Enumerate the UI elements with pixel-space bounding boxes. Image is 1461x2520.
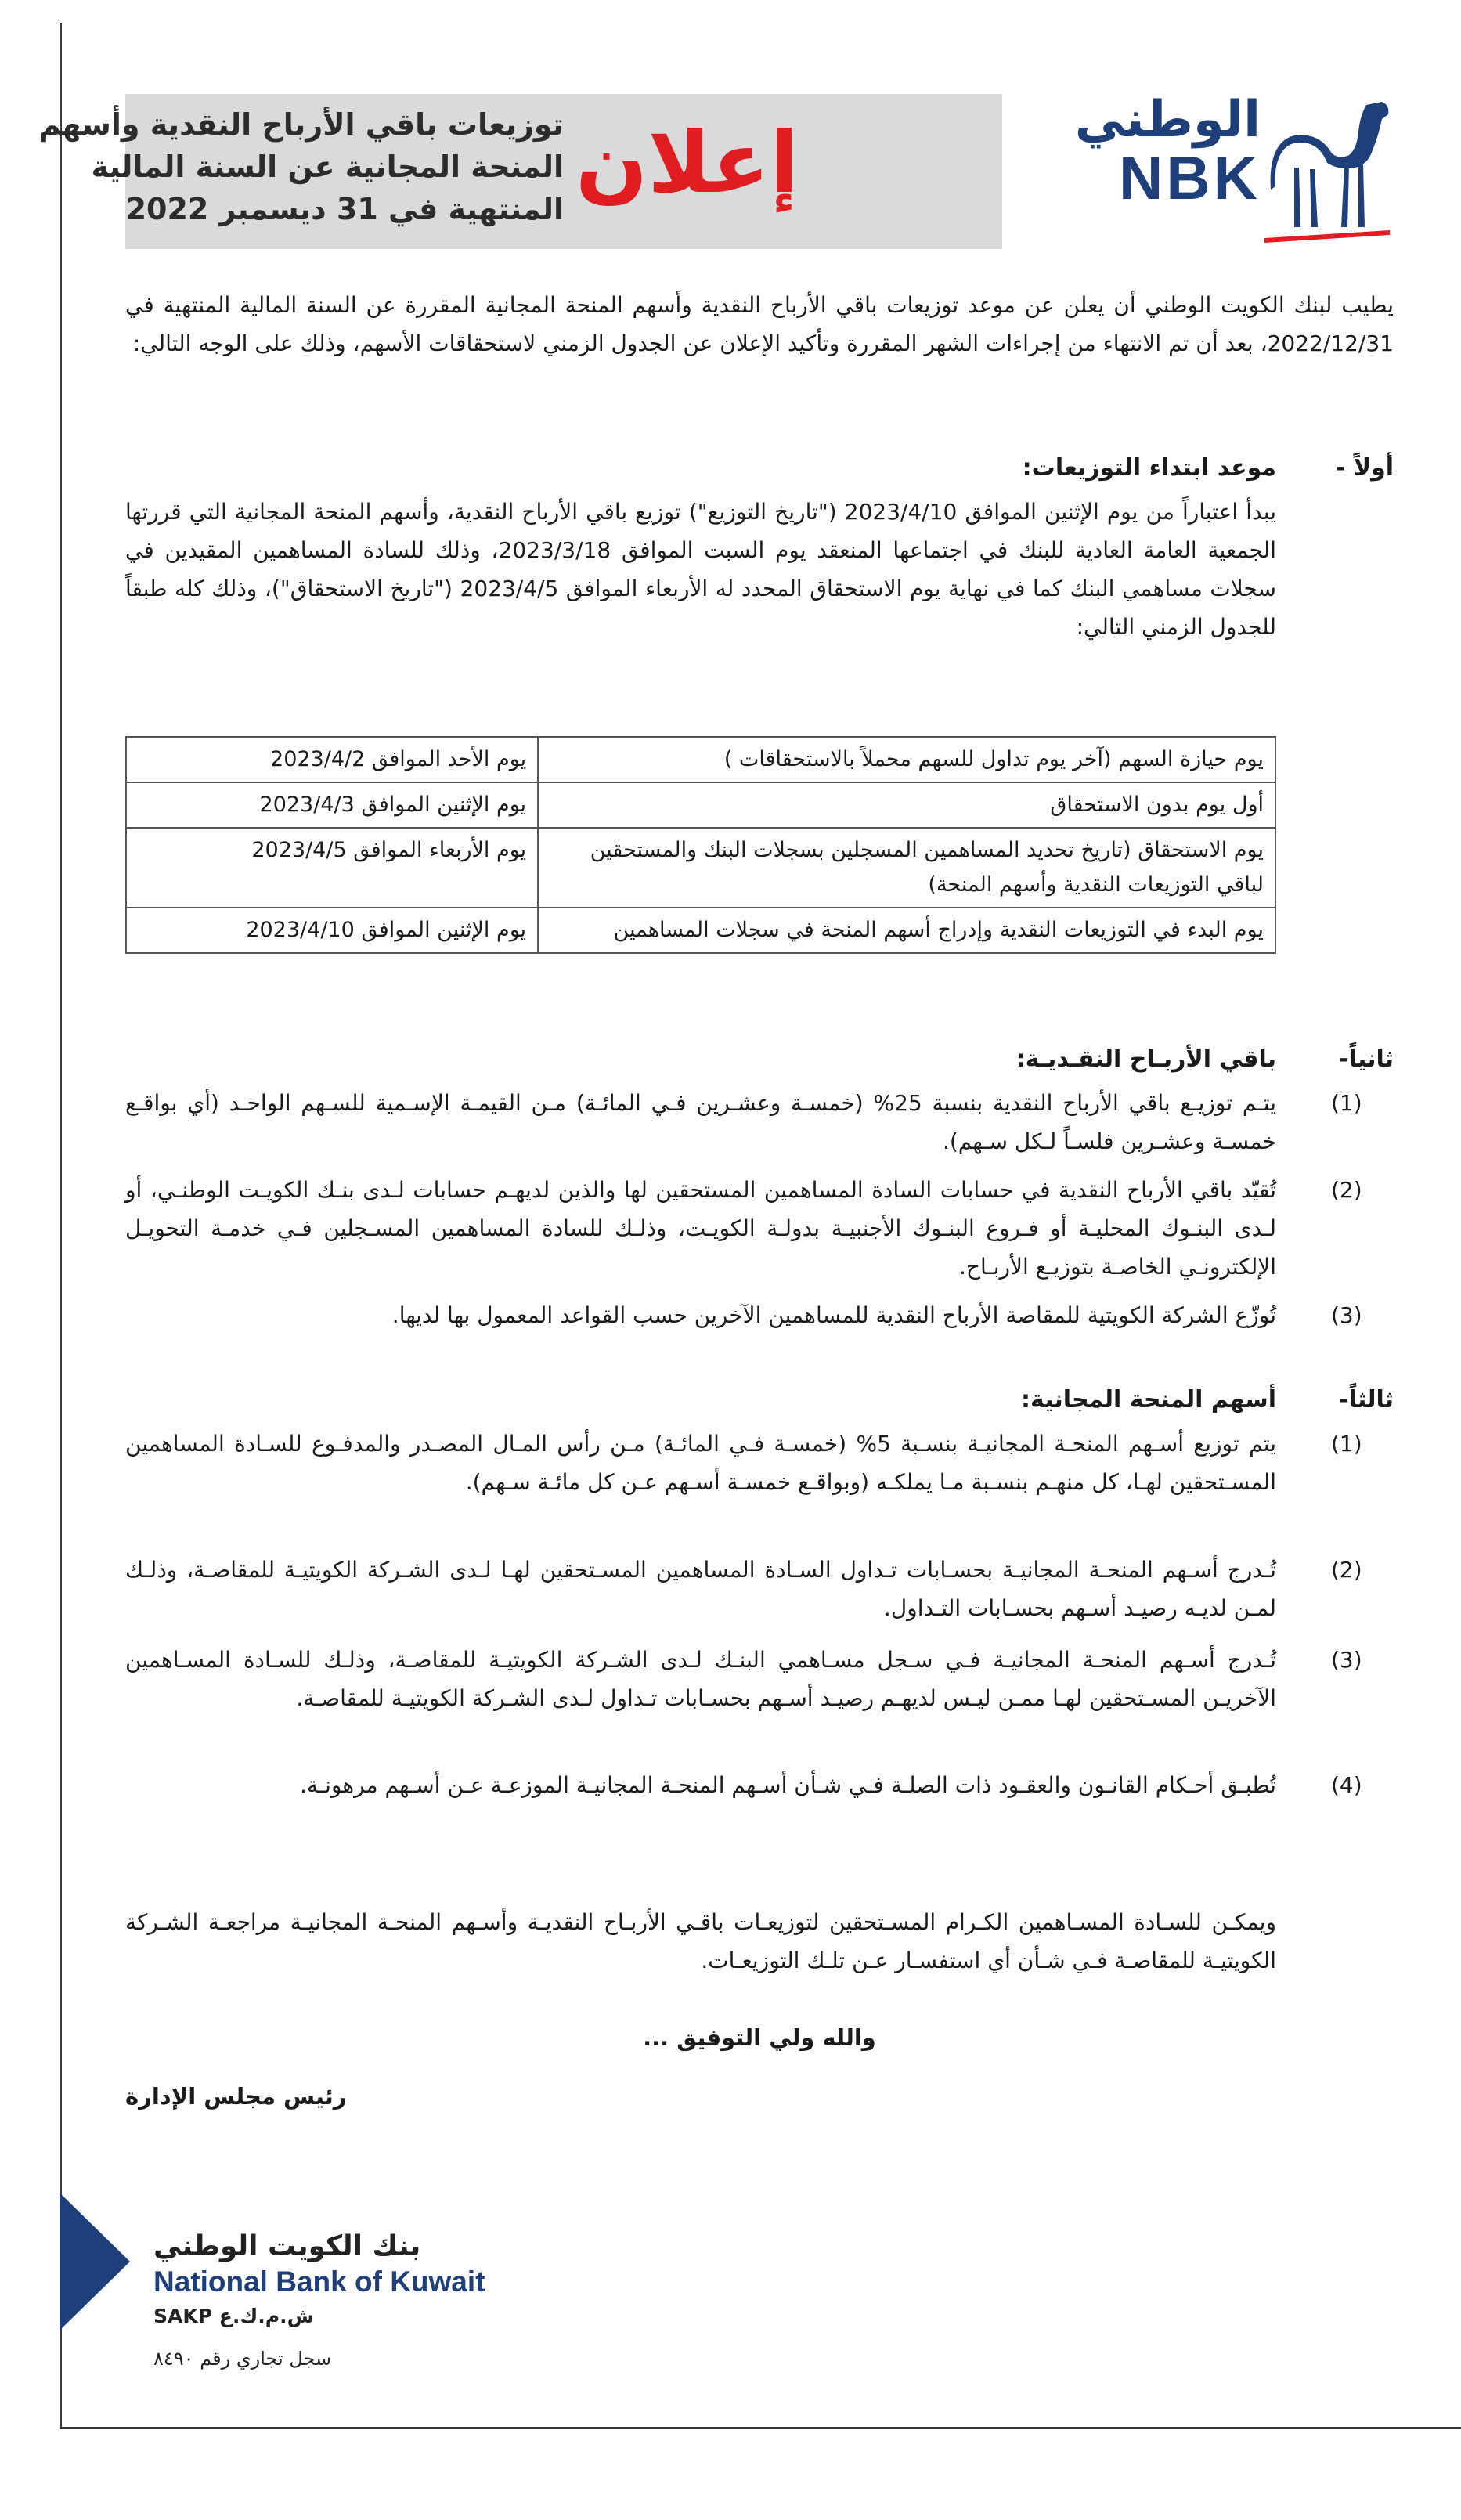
schedule-date: يوم الأربعاء الموافق 2023/4/5 xyxy=(126,828,538,908)
item-text: تُقيّد باقي الأرباح النقدية في حسابات السادة المساهمين المستحقين لها والذين لديهـم حسابات لـدى بنـك الكويـت الوطنـي، أو لـدى البنـوك المحليـة أو فـروع البنـوك الأجنبيـة بدولـة الكويـت، وذلـك للسادة المساهمين المسـجلين فـي خدمـة التحويـل الإلكترونـي الخاصـة بتوزيـع الأربـاح. xyxy=(125,1177,1276,1280)
schedule-date: يوم الأحد الموافق 2023/4/2 xyxy=(126,737,538,782)
item-text: يتـم توزيـع باقي الأرباح النقدية بنسبة 25% (خمسـة وعشـرين فـي المائـة) مـن القيمـة الإسـمية للسـهم الواحـد (أي بواقـع خمسـة وعشـرين فلسـاً لـكل سـهم). xyxy=(125,1090,1277,1154)
table-row xyxy=(126,782,1275,828)
schedule-event: يوم حيازة السهم (آخر يوم تداول للسهم محملاً بالاستحقاقات ) xyxy=(538,737,1275,782)
company-type: SAKP ش.م.ك.ع xyxy=(153,2305,315,2327)
schedule-date: يوم الإثنين الموافق 2023/4/3 xyxy=(126,782,538,828)
footer-bank-identity xyxy=(153,2230,592,2370)
item-number: (2) xyxy=(1331,1557,1362,1583)
table-row xyxy=(126,828,1275,908)
schedule-event: يوم البدء في التوزيعات النقدية وإدراج أسهم المنحة في سجلات المساهمين xyxy=(538,908,1275,953)
schedule-event: أول يوم بدون الاستحقاق xyxy=(538,782,1275,828)
item-text: تُـدرج أسـهم المنحـة المجانيـة بحسـابات تـداول السـادة المساهمين المسـتحقين لهـا لـدى الشـركة الكويتيـة للمقاصـة، وذلـك لمـن لديـه رصيـد أسـهم بحسـابات التـداول. xyxy=(125,1557,1276,1621)
announcement-title xyxy=(38,103,564,230)
bank-name-arabic: بنك الكويت الوطني xyxy=(153,2230,421,2262)
schedule-event: يوم الاستحقاق (تاريخ تحديد المساهمين المسجلين بسجلات البنك والمستحقين لباقي التوزيعات النقدية وأسهم المنحة) xyxy=(538,828,1275,908)
section-heading: موعد ابتداء التوزيعات: xyxy=(1022,454,1276,482)
brand-english: NBK xyxy=(1119,143,1261,212)
schedule-date: يوم الإثنين الموافق 2023/4/10 xyxy=(126,908,538,953)
header xyxy=(38,86,1394,251)
section-body: يبدأ اعتباراً من يوم الإثنين الموافق 2023/4/10 ("تاريخ التوزيع") توزيع باقي الأرباح النقدية، وأسهم المنحة المجانية التي قررتها الجمعية العامة العادية للبنك في اجتماعها المنعقد يوم السبت الموافق 2023/3/18، وذلك للسادة المساهمين المقيدين في سجلات مساهمي البنك كما في نهاية يوم الاستحقاق المحدد له الأربعاء الموافق 2023/4/5 ("تاريخ الاستحقاق")، وذلك كله طبقاً للجدول الزمني التالي: xyxy=(125,499,1276,640)
closing-salutation: والله ولي التوفيق ... xyxy=(643,2024,876,2051)
item-number: (1) xyxy=(1331,1090,1362,1116)
item-text: تُطبـق أحـكام القانـون والعقـود ذات الصلـة فـي شـأن أسـهم المنحـة المجانيـة الموزعـة عـن أسـهم مرهونـة. xyxy=(299,1772,1276,1798)
table-row xyxy=(126,908,1275,953)
table-row xyxy=(126,737,1275,782)
nbk-logo xyxy=(1065,86,1394,251)
item-text: يتم توزيع أسـهم المنحـة المجانيـة بنسـبة 5% (خمسـة فـي المائـة) مـن رأس المـال المصـدر والمدفـوع للسـادة المساهمين المسـتحقين لهـا، كل منهـم بنسـبة مـا يملكـه (وبواقـع خمسـة أسـهم عـن كل مائـة سـهم). xyxy=(125,1431,1276,1495)
item-number: (1) xyxy=(1331,1431,1362,1457)
item-number: (3) xyxy=(1331,1302,1362,1328)
section-label: أولاً - xyxy=(1335,454,1394,482)
camel-icon xyxy=(1264,86,1394,243)
brand-arabic: الوطني xyxy=(1074,91,1261,149)
item-number: (3) xyxy=(1331,1647,1362,1673)
announcement-word: إعلان xyxy=(575,114,799,212)
closing-paragraph: ويمكـن للسـادة المسـاهمين الكـرام المسـتحقين لتوزيعـات باقـي الأربـاح النقديـة وأسـهم المنحـة المجانيـة مراجعـة الشـركة الكويتيـة للمقاصـة فـي شـأن أي استفسـار عـن تلـك التوزيعـات. xyxy=(125,1909,1276,1973)
item-text: تُوزّع الشركة الكويتية للمقاصة الأرباح النقدية للمساهمين الآخرين حسب القواعد المعمول بها لديها. xyxy=(391,1302,1276,1328)
chairman-signature: رئيس مجلس الإدارة xyxy=(125,2083,347,2110)
schedule-table xyxy=(125,736,1276,954)
title-line: المنحة المجانية عن السنة المالية xyxy=(91,150,564,184)
commercial-registration: سجل تجاري رقم ٨٤٩٠ xyxy=(153,2348,332,2370)
section-label: ثانياً- xyxy=(1339,1045,1394,1073)
title-line: توزيعات باقي الأرباح النقدية وأسهم xyxy=(38,107,564,142)
intro-paragraph: يطيب لبنك الكويت الوطني أن يعلن عن موعد توزيعات باقي الأرباح النقدية وأسهم المنحة المجانية المقررة عن السنة المالية المنتهية في 2022/12/31، بعد أن تم الانتهاء من إجراءات الشهر المقررة وتأكيد الإعلان عن الجدول الزمني لاستحقاقات الأسهم، وذلك على الوجه التالي: xyxy=(125,292,1394,356)
footer-accent-shape xyxy=(60,2193,138,2349)
item-text: تُـدرج أسـهم المنحـة المجانيـة فـي سـجل مسـاهمي البنـك لـدى الشـركة الكويتيـة للمقاصـة، وذلـك للسـادة المسـاهمين الآخريـن المسـتحقين لهـا ممـن ليـس لديهـم رصيـد أسـهم بحسـابات تـداول لـدى الشـركة الكويتيـة للمقاصـة. xyxy=(125,1647,1276,1711)
section-label: ثالثاً- xyxy=(1339,1386,1394,1413)
title-line: المنتهية في 31 ديسمبر 2022 xyxy=(125,192,564,226)
bank-name-english: National Bank of Kuwait xyxy=(153,2265,485,2298)
item-number: (4) xyxy=(1331,1772,1362,1798)
item-number: (2) xyxy=(1331,1177,1362,1203)
section-heading: باقي الأربـاح النقـديـة: xyxy=(1015,1045,1276,1073)
section-heading: أسهم المنحة المجانية: xyxy=(1021,1386,1276,1413)
